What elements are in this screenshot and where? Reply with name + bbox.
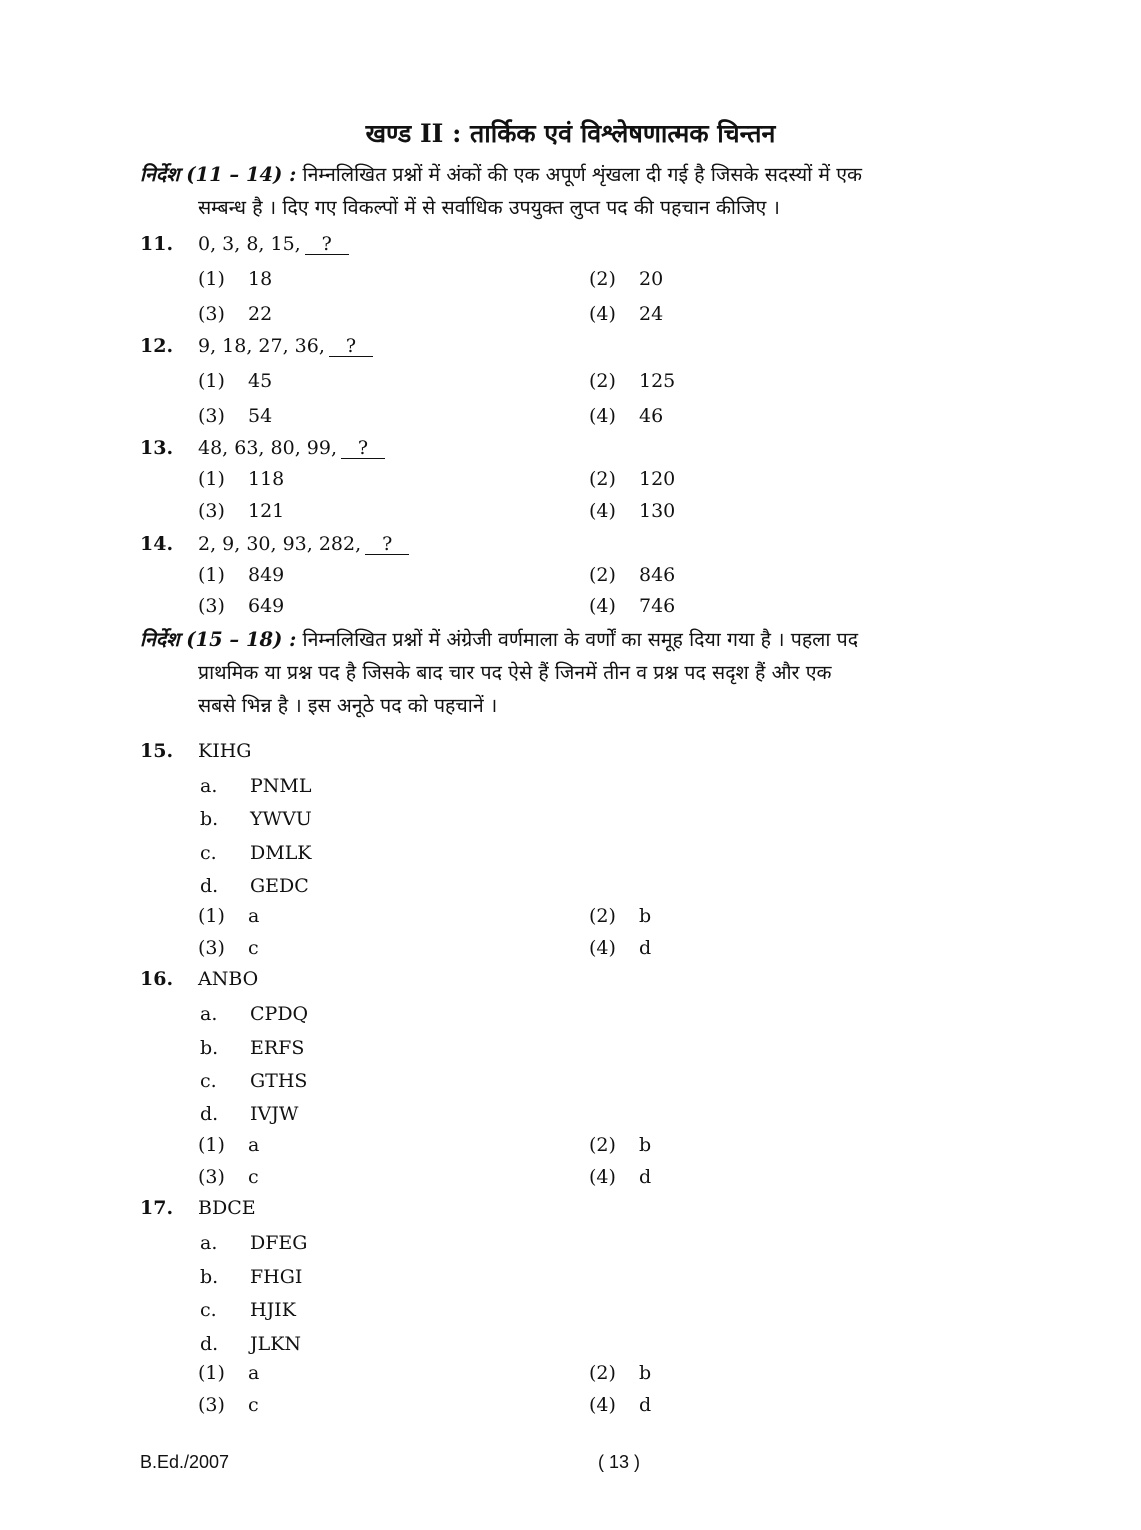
option-text: c — [248, 1166, 259, 1188]
option-text: c — [248, 1394, 259, 1416]
option-marker: (3) — [198, 1166, 225, 1188]
option-text: a — [248, 905, 260, 927]
item-text: IVJW — [250, 1103, 299, 1125]
directions-15-18 — [140, 623, 1108, 722]
series: 0, 3, 8, 15, — [198, 233, 301, 255]
series: 9, 18, 27, 36, — [198, 335, 325, 357]
question-number: 16. — [140, 968, 174, 990]
option-text: 118 — [248, 468, 285, 490]
directions-label: निर्देश (11 – 14) : — [140, 163, 297, 186]
option-marker: (1) — [198, 564, 225, 586]
item-text: DFEG — [250, 1232, 308, 1254]
option-marker: (2) — [589, 1362, 616, 1384]
option-marker: (2) — [589, 370, 616, 392]
option-marker: (2) — [589, 905, 616, 927]
item-text: YWVU — [250, 808, 312, 830]
question-text — [198, 740, 251, 762]
question-number: 14. — [140, 533, 174, 555]
option-text: 746 — [639, 595, 676, 617]
option-marker: (1) — [198, 268, 225, 290]
item-text: GEDC — [250, 875, 309, 897]
option-marker: (3) — [198, 937, 225, 959]
item-text: DMLK — [250, 842, 312, 864]
directions-text: निम्नलिखित प्रश्नों में अंग्रेजी वर्णमाला के वर्णों का समूह दिया गया है । पहला पद — [302, 628, 859, 651]
option-marker: (1) — [198, 468, 225, 490]
item-text: HJIK — [250, 1299, 296, 1321]
question-text — [198, 437, 385, 459]
option-marker: (3) — [198, 500, 225, 522]
option-marker: (4) — [589, 1166, 616, 1188]
question-text — [198, 233, 349, 255]
question-number: 12. — [140, 335, 174, 357]
question-number: 13. — [140, 437, 174, 459]
option-marker: (1) — [198, 370, 225, 392]
option-marker: (4) — [589, 595, 616, 617]
option-text: a — [248, 1134, 260, 1156]
question-text — [198, 968, 258, 990]
item-marker: d. — [200, 1333, 219, 1355]
option-text: 20 — [639, 268, 664, 290]
option-marker: (1) — [198, 1134, 225, 1156]
item-text: PNML — [250, 775, 312, 797]
option-marker: (4) — [589, 405, 616, 427]
option-marker: (2) — [589, 1134, 616, 1156]
item-marker: d. — [200, 1103, 219, 1125]
series: 48, 63, 80, 99, — [198, 437, 337, 459]
option-marker: (1) — [198, 905, 225, 927]
item-text: FHGI — [250, 1266, 303, 1288]
item-marker: b. — [200, 1037, 219, 1059]
option-marker: (4) — [589, 1394, 616, 1416]
option-text: 846 — [639, 564, 676, 586]
option-text: 45 — [248, 370, 273, 392]
item-marker: c. — [200, 842, 217, 864]
question-number: 17. — [140, 1197, 174, 1219]
missing-term-blank: ? — [365, 534, 409, 555]
item-text: CPDQ — [250, 1003, 309, 1025]
directions-text: प्राथमिक या प्रश्न पद है जिसके बाद चार पद ऐसे हैं जिनमें तीन व प्रश्न पद सदृश हैं और एक — [198, 661, 832, 684]
option-marker: (4) — [589, 937, 616, 959]
option-marker: (4) — [589, 303, 616, 325]
directions-11-14 — [140, 158, 1108, 224]
directions-text: सम्बन्ध है । दिए गए विकल्पों में से सर्वाधिक उपयुक्त लुप्त पद की पहचान कीजिए । — [198, 196, 780, 219]
option-marker: (3) — [198, 303, 225, 325]
missing-term-blank: ? — [305, 234, 349, 255]
option-text: 24 — [639, 303, 664, 325]
item-marker: b. — [200, 1266, 219, 1288]
option-marker: (4) — [589, 500, 616, 522]
option-text: 46 — [639, 405, 664, 427]
question-text — [198, 1197, 256, 1219]
option-text: 120 — [639, 468, 676, 490]
option-text: b — [639, 905, 652, 927]
option-text: 849 — [248, 564, 285, 586]
option-text: 649 — [248, 595, 285, 617]
question-text — [198, 335, 373, 357]
option-text: d — [639, 937, 652, 959]
item-marker: b. — [200, 808, 219, 830]
option-marker: (2) — [589, 268, 616, 290]
footer-code: B.Ed./2007 — [140, 1452, 230, 1472]
item-marker: c. — [200, 1299, 217, 1321]
item-marker: a. — [200, 1003, 218, 1025]
series: KIHG — [198, 740, 252, 762]
directions-label: निर्देश (15 – 18) : — [140, 628, 297, 651]
directions-text: सबसे भिन्न है । इस अनूठे पद को पहचानें । — [198, 694, 498, 717]
option-text: d — [639, 1394, 652, 1416]
question-text — [198, 533, 409, 555]
option-marker: (3) — [198, 595, 225, 617]
option-marker: (3) — [198, 1394, 225, 1416]
option-text: 54 — [248, 405, 273, 427]
option-text: 121 — [248, 500, 285, 522]
option-text: a — [248, 1362, 260, 1384]
page-number: ( 13 ) — [598, 1452, 641, 1472]
item-marker: c. — [200, 1070, 217, 1092]
directions-text: निम्नलिखित प्रश्नों में अंकों की एक अपूर्ण शृंखला दी गई है जिसके सदस्यों में एक — [302, 163, 863, 186]
item-text: GTHS — [250, 1070, 308, 1092]
option-text: c — [248, 937, 259, 959]
option-marker: (3) — [198, 405, 225, 427]
missing-term-blank: ? — [329, 336, 373, 357]
option-text: b — [639, 1362, 652, 1384]
option-marker: (2) — [589, 468, 616, 490]
item-marker: d. — [200, 875, 219, 897]
option-marker: (2) — [589, 564, 616, 586]
item-text: ERFS — [250, 1037, 305, 1059]
option-text: d — [639, 1166, 652, 1188]
option-text: 22 — [248, 303, 273, 325]
option-text: b — [639, 1134, 652, 1156]
item-marker: a. — [200, 775, 218, 797]
option-text: 125 — [639, 370, 676, 392]
section-title: खण्ड II : तार्किक एवं विश्लेषणात्मक चिन्तन — [365, 119, 776, 148]
series: ANBO — [198, 968, 259, 990]
item-marker: a. — [200, 1232, 218, 1254]
series: BDCE — [198, 1197, 256, 1219]
option-text: 130 — [639, 500, 676, 522]
option-text: 18 — [248, 268, 273, 290]
item-text: JLKN — [250, 1333, 302, 1355]
question-number: 11. — [140, 233, 174, 255]
option-marker: (1) — [198, 1362, 225, 1384]
series: 2, 9, 30, 93, 282, — [198, 533, 362, 555]
missing-term-blank: ? — [341, 438, 385, 459]
question-number: 15. — [140, 740, 174, 762]
